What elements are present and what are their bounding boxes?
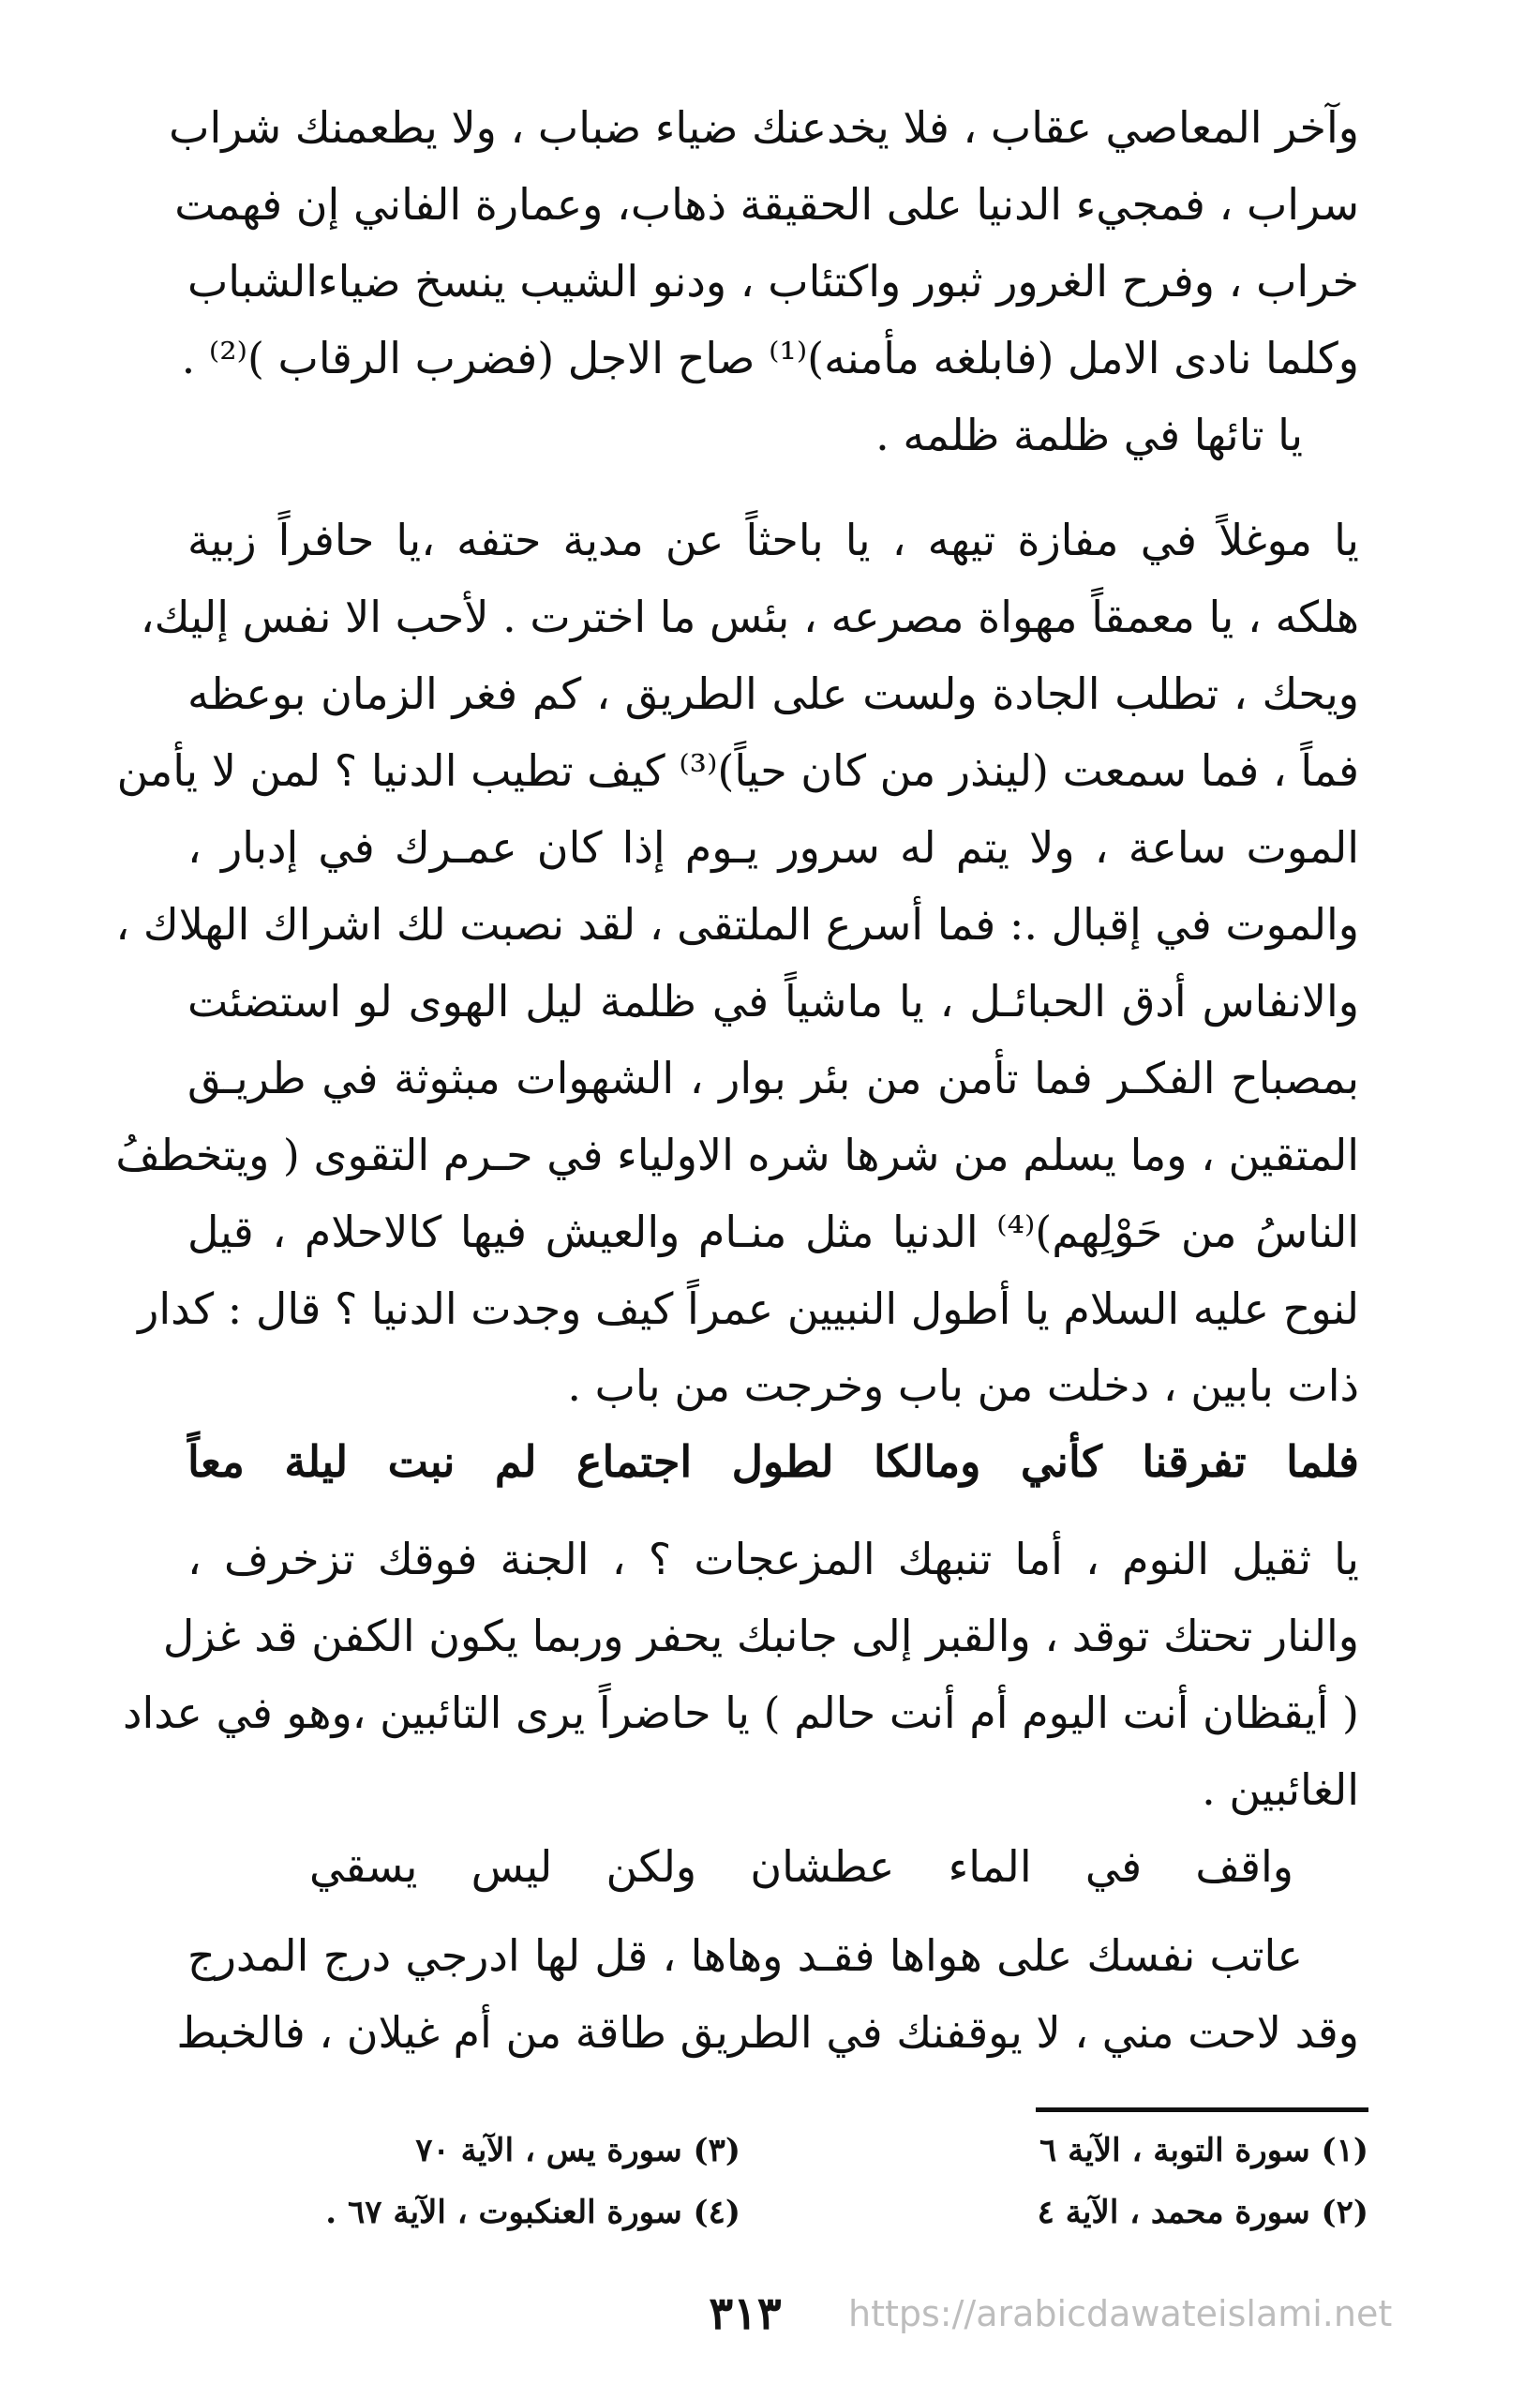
- text-line: يا موغلاً في مفازة تيهه ، يا باحثاً عن مدية حتفه ،يا حافراً زبية: [187, 515, 1359, 565]
- text-line: خراب ، وفرح الغرور ثبور واكتئاب ، ودنو الشيب ينسخ ضياءالشباب: [187, 256, 1359, 307]
- footnote-2: (٢) سورة محمد ، الآية ٤: [1037, 2194, 1368, 2231]
- verse-2: [309, 1828, 1293, 1905]
- text-line: ( أيقظان أنت اليوم أم أنت حالم ) يا حاضراً يرى التائبين ،وهو في عداد: [123, 1687, 1359, 1738]
- text-line: هلكه ، يا معمقاً مهواة مصرعه ، بئس ما اخترت . لأحب الا نفس إليك،: [140, 592, 1359, 642]
- text-line: ذات بابين ، دخلت من باب وخرجت من باب .: [567, 1360, 1359, 1411]
- footnote-3: (٣) سورة يس ، الآية ٧٠: [415, 2132, 740, 2169]
- footnote-divider: [1036, 2107, 1368, 2112]
- text-line: لنوح عليه السلام يا أطول النبيين عمراً كيف وجدت الدنيا ؟ قال : كدار: [138, 1283, 1359, 1334]
- text-line: سراب ، فمجيء الدنيا على الحقيقة ذهاب، وعمارة الفاني إن فهمت: [174, 179, 1359, 230]
- paragraph-3: [123, 1521, 1359, 1828]
- text-line: الموت ساعة ، ولا يتم له سرور يـوم إذا كان عمـرك في إدبار ،: [187, 822, 1359, 873]
- text-line: عاتب نفسك على هواها فقـد وهاها ، قل لها ادرجي درج المدرج: [187, 1930, 1303, 1981]
- text-line: وآخر المعاصي عقاب ، فلا يخدعنك ضياء ضباب ، ولا يطعمنك شراب: [169, 102, 1359, 153]
- text-line: الناسُ من حَوْلِهم)⁽⁴⁾ الدنيا مثل منـام والعيش فيها كالاحلام ، قيل: [187, 1207, 1359, 1257]
- text-line: والموت في إقبال .: فما أسرع الملتقى ، لقد نصبت لك اشراك الهلاك ،: [115, 899, 1359, 950]
- text-line: المتقين ، وما يسلم من شرها شره الاولياء في حـرم التقوى ( ويتخطفُ: [115, 1130, 1359, 1180]
- text-line: وكلما نادى الامل (فابلغه مأمنه)⁽¹⁾ صاح الاجل (فضرب الرقاب )⁽²⁾ .: [181, 333, 1359, 383]
- text-line: بمصباح الفكـر فما تأمن من بئر بوار ، الشهوات مبثوثة في طريـق: [187, 1053, 1359, 1103]
- text-line: يا ثقيل النوم ، أما تنبهك المزعجات ؟ ، الجنة فوقك تزخرف ،: [187, 1534, 1359, 1584]
- text-line: يا تائها في ظلمة ظلمه .: [875, 410, 1303, 460]
- paragraph-4: [176, 1917, 1359, 2071]
- footnote-1: (١) سورة التوبة ، الآية ٦: [1039, 2132, 1368, 2169]
- text-line: والانفاس أدق الحبائـل ، يا ماشياً في ظلمة ليل الهوى لو استضئت: [187, 976, 1359, 1027]
- footnotes: [187, 2126, 1368, 2237]
- verse-line: فلما تفرقنا كأني ومالكا لطول اجتماع لم نبت ليلة معاً: [187, 1436, 1359, 1487]
- watermark-url: https://arabicdawateislami.net: [848, 2293, 1393, 2334]
- text-line: فماً ، فما سمعت (لينذر من كان حياً)⁽³⁾ كيف تطيب الدنيا ؟ لمن لا يأمن: [116, 745, 1359, 796]
- text-line: وقد لاحت مني ، لا يوقفنك في الطريق طاقة من أم غيلان ، فالخبط: [176, 2007, 1359, 2058]
- footnote-4: (٤) سورة العنكبوت ، الآية ٦٧ .: [325, 2194, 740, 2231]
- paragraph-1: [169, 89, 1359, 473]
- text-line: والنار تحتك توقد ، والقبر إلى جانبك يحفر وربما يكون الكفن قد غزل: [162, 1611, 1359, 1661]
- paragraph-2: [115, 502, 1359, 1424]
- page-number: ٣١٣: [709, 2287, 782, 2340]
- verse-line: واقف في الماء عطشان ولكن ليس يسقي: [309, 1841, 1293, 1892]
- verse-1: [187, 1423, 1359, 1500]
- text-line: الغائبين .: [1202, 1764, 1359, 1815]
- text-line: ويحك ، تطلب الجادة ولست على الطريق ، كم فغر الزمان بوعظه: [187, 668, 1359, 719]
